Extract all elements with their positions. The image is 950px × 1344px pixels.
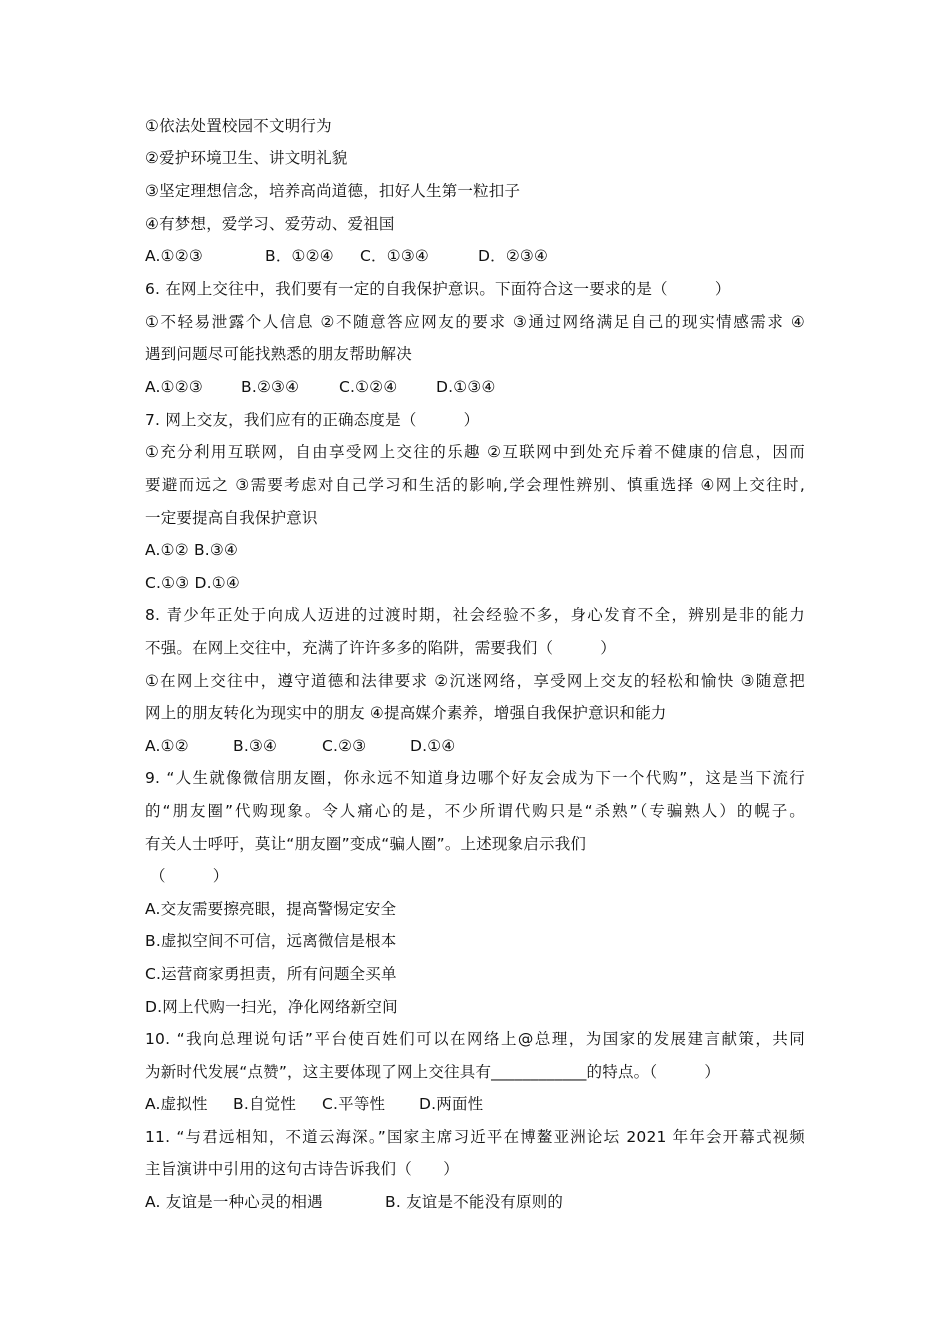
q5-statement-2: ②爱护环境卫生、讲文明礼貌 (145, 149, 348, 167)
q8-options (145, 735, 645, 757)
q5-options (145, 245, 645, 267)
q6-body-line-2: 遇到问题尽可能找熟悉的朋友帮助解决 (145, 345, 412, 363)
q5-statement-3: ③坚定理想信念，培养高尚道德，扣好人生第一粒扣子 (145, 182, 521, 200)
q11-option-a: A. 友谊是一种心灵的相遇 (145, 1193, 323, 1211)
q8-option-b: B.③④ (233, 737, 278, 755)
q6-body-line-1: ①不轻易泄露个人信息 ②不随意答应网友的要求 ③通过网络满足自己的现实情感需求 ④ (145, 313, 805, 331)
q5-option-b: B．①②④ (265, 247, 334, 265)
q5-option-c: C．①③④ (360, 247, 430, 265)
q6-options (145, 376, 645, 398)
q8-stem-line-2: 不强。在网上交往中，充满了许许多多的陷阱，需要我们（ ） (145, 639, 617, 657)
q5-statement-1: ①依法处置校园不文明行为 (145, 117, 332, 135)
q9-option-b: B.虚拟空间不可信，远离微信是根本 (145, 932, 397, 950)
q8-body-line-2: 网上的朋友转化为现实中的朋友 ④提高媒介素养，增强自我保护意识和能力 (145, 704, 667, 722)
q9-option-c: C.运营商家勇担责，所有问题全买单 (145, 965, 397, 983)
q5-statement-4: ④有梦想，爱学习、爱劳动、爱祖国 (145, 215, 395, 233)
q9-answer-parens: （ ） (150, 867, 229, 885)
q7-body-line-1: ①充分利用互联网，自由享受网上交往的乐趣 ②互联网中到处充斥着不健康的信息，因而 (145, 443, 805, 461)
q7-stem: 7. 网上交友，我们应有的正确态度是（ ） (145, 411, 480, 429)
q6-option-c: C.①②④ (339, 378, 398, 396)
q10-option-c: C.平等性 (322, 1095, 386, 1113)
q7-options-row-1: A.①② B.③④ (145, 541, 239, 559)
q7-options-row-2: C.①③ D.①④ (145, 574, 240, 592)
q11-stem-line-1: 11. “与君远相知，不道云海深。”国家主席习近平在博鳌亚洲论坛 2021 年年会开幕式视频 (145, 1128, 805, 1146)
q5-option-a: A.①②③ (145, 247, 203, 265)
q8-option-a: A.①② (145, 737, 189, 755)
q6-option-b: B.②③④ (241, 378, 300, 396)
q6-stem: 6. 在网上交往中，我们要有一定的自我保护意识。下面符合这一要求的是（ ） (145, 280, 731, 298)
q7-body-line-2: 要避而远之 ③需要考虑对自己学习和生活的影响,学会理性辨别、慎重选择 ④网上交往时, (145, 476, 805, 494)
q6-option-a: A.①②③ (145, 378, 203, 396)
q8-option-d: D.①④ (410, 737, 456, 755)
q9-stem-line-1: 9. “人生就像微信朋友圈，你永远不知道身边哪个好友会成为下一个代购”，这是当下流行 (145, 769, 805, 787)
q11-option-b: B. 友谊是不能没有原则的 (385, 1193, 564, 1211)
q11-stem-line-2: 主旨演讲中引用的这句古诗告诉我们（ ） (145, 1160, 460, 1178)
q10-stem-line-1: 10. “我向总理说句话”平台使百姓们可以在网络上@总理，为国家的发展建言献策，共同 (145, 1030, 805, 1048)
q10-option-b: B.自觉性 (233, 1095, 297, 1113)
q9-option-d: D.网上代购一扫光，净化网络新空间 (145, 998, 398, 1016)
q10-options (145, 1093, 645, 1115)
q5-option-d: D．②③④ (478, 247, 549, 265)
q10-stem-line-2: 为新时代发展“点赞”，这主要体现了网上交往具有____________的特点。（ ） (145, 1063, 721, 1081)
q11-options (145, 1191, 645, 1213)
q7-body-line-3: 一定要提高自我保护意识 (145, 509, 318, 527)
q10-option-a: A.虚拟性 (145, 1095, 208, 1113)
q8-option-c: C.②③ (322, 737, 367, 755)
q6-option-d: D.①③④ (436, 378, 496, 396)
q10-option-d: D.两面性 (419, 1095, 484, 1113)
q9-stem-line-3: 有关人士呼吁，莫让“朋友圈”变成“骗人圈”。上述现象启示我们 (145, 835, 587, 853)
q9-stem-line-2: 的“朋友圈”代购现象。令人痛心的是，不少所谓代购只是“杀熟”（专骗熟人）的幌子。 (145, 802, 805, 820)
q8-body-line-1: ①在网上交往中，遵守道德和法律要求 ②沉迷网络，享受网上交友的轻松和愉快 ③随意把 (145, 672, 805, 690)
q9-option-a: A.交友需要擦亮眼，提高警惕定安全 (145, 900, 397, 918)
q8-stem-line-1: 8. 青少年正处于向成人迈进的过渡时期，社会经验不多，身心发育不全，辨别是非的能力 (145, 606, 805, 624)
